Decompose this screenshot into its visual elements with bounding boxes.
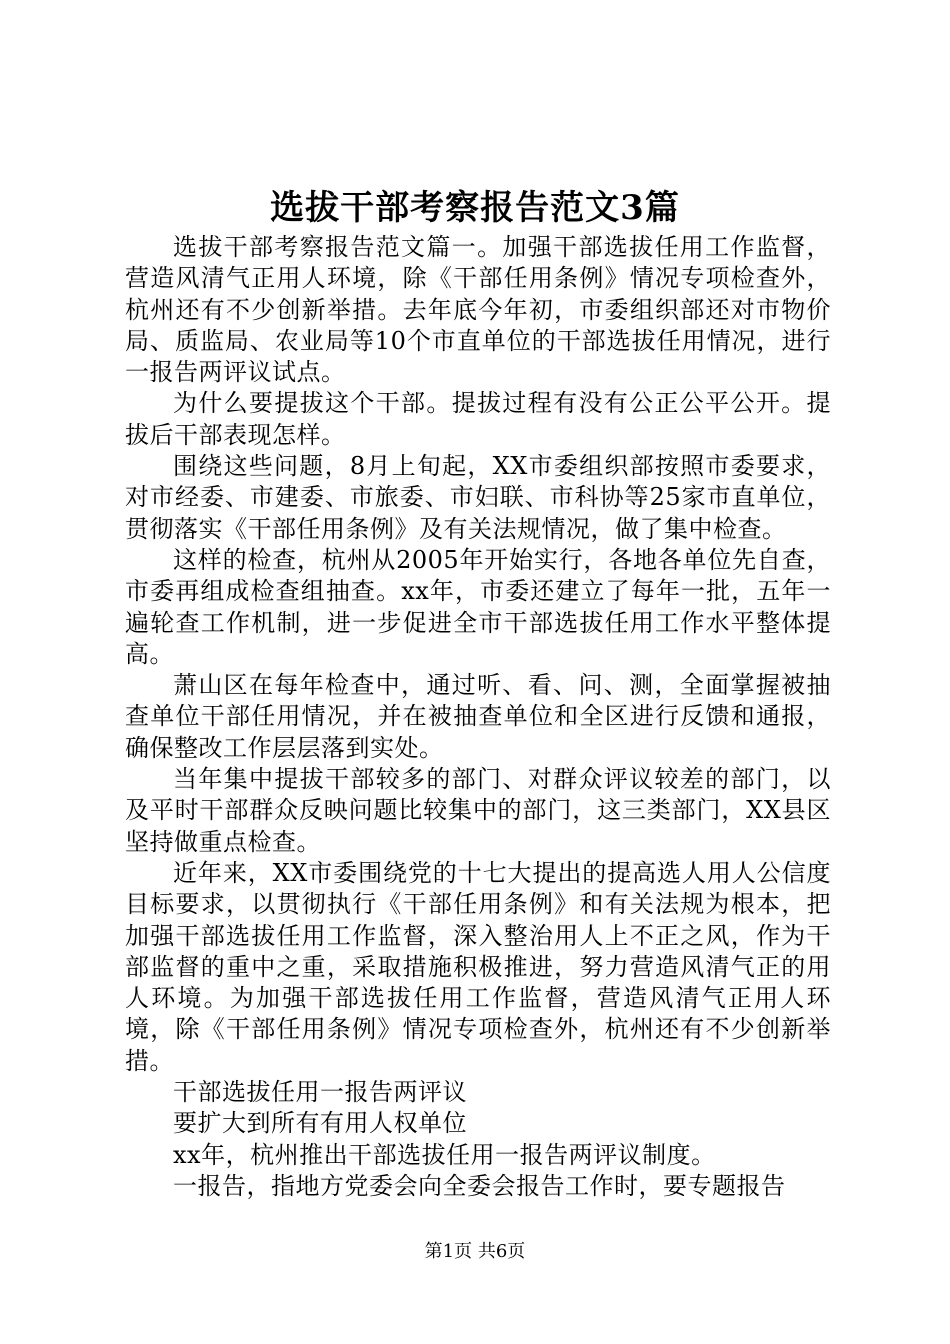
paragraph: 萧山区在每年检查中，通过听、看、问、测，全面掌握被抽查单位干部任用情况，并在被抽查单位和全区进行反馈和通报，确保整改工作层层落到实处。 bbox=[125, 671, 831, 762]
paragraph: 近年来，XX市委围绕党的十七大提出的提高选人用人公信度目标要求，以贯彻执行《干部任用条例》和有关法规为根本，把加强干部选拔任用工作监督，深入整治用人上不正之风，作为干部监督的重中之重，采取措施积极推进，努力营造风清气正的用人环境。为加强干部选拔任用工作监督，营造风清气正用人环境，除《干部任用条例》情况专项检查外，杭州还有不少创新举措。 bbox=[125, 858, 831, 1075]
paragraph: 一报告，指地方党委会向全委会报告工作时，要专题报告 bbox=[173, 1171, 786, 1200]
paragraph: 围绕这些问题，8月上旬起，XX市委组织部按照市委要求，对市经委、市建委、市旅委、市妇联、市科协等25家市直单位，贯彻落实《干部任用条例》及有关法规情况，做了集中检查。 bbox=[125, 452, 831, 543]
page-footer: 第1页 共6页 bbox=[424, 1241, 526, 1262]
paragraph: 选拔干部考察报告范文篇一。加强干部选拔任用工作监督，营造风清气正用人环境，除《干部任用条例》情况专项检查外，杭州还有不少创新举措。去年底今年初，市委组织部还对市物价局、质监局、农业局等10个市直单位的干部选拔任用情况，进行一报告两评议试点。 bbox=[125, 233, 831, 387]
paragraph: 干部选拔任用一报告两评议 bbox=[173, 1078, 467, 1107]
paragraph: 要扩大到所有有用人权单位 bbox=[173, 1109, 467, 1138]
document-title: 选拔干部考察报告范文3篇 bbox=[270, 188, 680, 228]
paragraph: 这样的检查，杭州从2005年开始实行，各地各单位先自查，市委再组成检查组抽查。xx年，市委还建立了每年一批，五年一遍轮查工作机制，进一步促进全市干部选拔任用工作水平整体提高。 bbox=[125, 545, 831, 668]
document-body bbox=[125, 232, 831, 1202]
paragraph: xx年，杭州推出干部选拔任用一报告两评议制度。 bbox=[173, 1140, 716, 1169]
paragraph: 为什么要提拔这个干部。提拔过程有没有公正公平公开。提拔后干部表现怎样。 bbox=[125, 389, 831, 449]
paragraph: 当年集中提拔干部较多的部门、对群众评议较差的部门，以及平时干部群众反映问题比较集中的部门，这三类部门，XX县区坚持做重点检查。 bbox=[125, 765, 831, 856]
